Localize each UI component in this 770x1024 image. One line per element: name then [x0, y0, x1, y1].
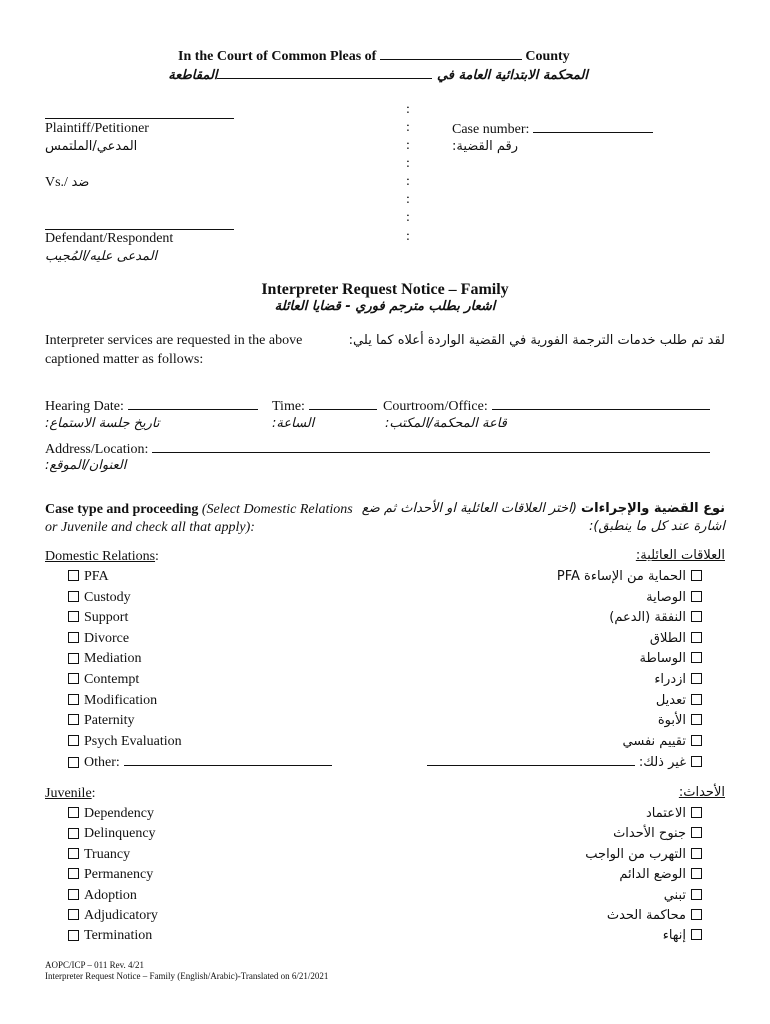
checkbox[interactable]: [68, 591, 79, 602]
item-label: Modification: [84, 692, 158, 708]
checkbox[interactable]: [68, 868, 79, 879]
vs-label: Vs./ ضد: [45, 175, 90, 190]
checkbox[interactable]: [68, 757, 79, 768]
address-field[interactable]: [152, 440, 710, 453]
item-label-ar: الوصاية: [646, 589, 686, 605]
domestic-item-ar[interactable]: [427, 753, 702, 772]
item-label-ar: التهرب من الواجب: [585, 846, 686, 862]
hearing-time-label-ar: الساعة:: [272, 416, 315, 431]
checkbox[interactable]: [691, 889, 702, 900]
item-label: Truancy: [84, 846, 131, 862]
checkbox[interactable]: [691, 673, 702, 684]
hearing-date-field[interactable]: [128, 397, 258, 410]
domestic-item-ar[interactable]: [623, 733, 702, 751]
plaintiff-line[interactable]: [45, 118, 234, 119]
form-number: AOPC/ICP – 011 Rev. 4/21: [45, 960, 145, 970]
checkbox[interactable]: [691, 909, 702, 920]
plaintiff-label-ar: المدعي/الملتمس: [45, 139, 138, 154]
checkbox[interactable]: [68, 828, 79, 839]
item-label-ar: الوضع الدائم: [619, 867, 686, 883]
domestic-item-ar[interactable]: [557, 568, 702, 586]
item-label: Contempt: [84, 672, 140, 687]
item-label-ar: ازدراء: [654, 672, 686, 687]
case-type-heading: Case type and proceeding (Select Domestic Relations: [45, 502, 353, 517]
juvenile-item-ar[interactable]: [585, 846, 702, 864]
county-blank[interactable]: [380, 47, 522, 60]
checkbox[interactable]: [68, 673, 79, 684]
domestic-item-ar[interactable]: [656, 692, 702, 710]
courtroom: Courtroom/Office:: [383, 397, 710, 416]
intro-line-2: captioned matter as follows:: [45, 352, 204, 367]
checkbox[interactable]: [691, 632, 702, 643]
court-title-ar: المحكمة الابتدائية العامة في المقاطعة: [168, 68, 588, 83]
colon-divider: :: [406, 192, 410, 207]
checkbox[interactable]: [691, 929, 702, 940]
item-label: Psych Evaluation: [84, 733, 182, 749]
colon-divider: :: [406, 156, 410, 171]
hearing-time: Time:: [272, 397, 377, 416]
colon-divider: :: [406, 229, 410, 244]
checkbox[interactable]: [68, 909, 79, 920]
checkbox[interactable]: [68, 735, 79, 746]
juvenile-item-ar[interactable]: [663, 927, 702, 945]
checkbox[interactable]: [691, 807, 702, 818]
domestic-item[interactable]: [68, 589, 131, 607]
item-label-ar: الأبوة: [657, 713, 686, 729]
defendant-label: Defendant/Respondent: [45, 231, 174, 246]
checkbox[interactable]: [691, 868, 702, 879]
juvenile-item-ar[interactable]: [607, 907, 702, 925]
checkbox[interactable]: [68, 930, 79, 941]
item-label: Termination: [84, 928, 153, 944]
colon-divider: :: [406, 138, 410, 153]
domestic-label: Domestic Relations:: [45, 549, 159, 564]
item-label: Dependency: [84, 806, 154, 821]
domestic-item-ar[interactable]: [609, 609, 702, 627]
domestic-label-ar: العلاقات العائلية:: [635, 548, 725, 563]
hearing-date-label-ar: تاريخ جلسة الاستماع:: [45, 416, 160, 431]
item-label: Adjudicatory: [84, 908, 158, 923]
item-label: PFA: [84, 569, 109, 584]
item-label-ar: إنهاء: [662, 928, 686, 944]
item-label-ar: الوساطة: [639, 651, 686, 667]
checkbox[interactable]: [691, 827, 702, 838]
checkbox[interactable]: [68, 807, 79, 818]
other-field[interactable]: [124, 753, 332, 766]
checkbox[interactable]: [68, 611, 79, 622]
juvenile-label-ar: الأحداث:: [678, 785, 725, 800]
case-number-field[interactable]: [533, 120, 653, 133]
juvenile-item[interactable]: [68, 927, 152, 945]
colon-divider: :: [406, 210, 410, 225]
colon-divider: :: [406, 174, 410, 189]
domestic-item[interactable]: [68, 671, 139, 689]
other-field-ar[interactable]: [427, 753, 635, 766]
checkbox[interactable]: [68, 570, 79, 581]
domestic-item[interactable]: [68, 568, 109, 586]
juvenile-label: Juvenile:: [45, 786, 96, 801]
item-label-ar: النفقة (الدعم): [609, 610, 686, 626]
domestic-item-ar[interactable]: [658, 712, 702, 730]
checkbox[interactable]: [691, 591, 702, 602]
hearing-time-field[interactable]: [309, 397, 377, 410]
juvenile-item-ar[interactable]: [619, 866, 702, 884]
juvenile-item[interactable]: [68, 846, 130, 864]
juvenile-item[interactable]: [68, 825, 156, 843]
checkbox[interactable]: [691, 611, 702, 622]
juvenile-item[interactable]: [68, 805, 154, 823]
court-title: In the Court of Common Pleas of County: [178, 49, 570, 64]
domestic-item[interactable]: [68, 609, 128, 627]
item-label-ar: الحماية من الإساءة PFA: [556, 569, 686, 584]
address: Address/Location:: [45, 440, 710, 459]
checkbox[interactable]: [68, 714, 79, 725]
item-label-ar: محاكمة الحدث: [606, 908, 686, 923]
checkbox[interactable]: [68, 889, 79, 900]
checkbox[interactable]: [691, 714, 702, 725]
checkbox[interactable]: [68, 653, 79, 664]
item-label: Other:: [84, 755, 120, 771]
page-title-ar: اشعار بطلب مترجم فوري - قضايا العائلة: [274, 299, 496, 314]
checkbox[interactable]: [68, 694, 79, 705]
item-label: Adoption: [84, 887, 137, 903]
item-label-ar: جنوح الأحداث: [613, 826, 686, 842]
intro-ar: لقد تم طلب خدمات الترجمة الفورية في القضية الواردة أعلاه كما يلي:: [348, 333, 725, 348]
checkbox[interactable]: [691, 848, 702, 859]
courtroom-label-ar: قاعة المحكمة/المكتب:: [385, 416, 507, 431]
case-number: Case number:: [452, 120, 653, 139]
hearing-date: Hearing Date:: [45, 397, 258, 416]
colon-divider: :: [406, 120, 410, 135]
checkbox[interactable]: [68, 848, 79, 859]
domestic-item[interactable]: [68, 712, 135, 730]
case-type-heading-2: or Juvenile and check all that apply):: [45, 520, 255, 535]
checkbox[interactable]: [691, 735, 702, 746]
item-label: Custody: [84, 589, 131, 605]
county-blank-ar[interactable]: [217, 66, 432, 79]
item-label: Delinquency: [84, 826, 156, 842]
juvenile-item-ar[interactable]: [664, 887, 702, 905]
domestic-item[interactable]: [68, 753, 332, 772]
page-title: Interpreter Request Notice – Family: [261, 281, 509, 298]
juvenile-item[interactable]: [68, 887, 137, 905]
form-description: Interpreter Request Notice – Family (English/Arabic)-Translated on 6/21/2021: [45, 971, 329, 981]
domestic-item[interactable]: [68, 630, 129, 648]
courtroom-field[interactable]: [492, 397, 710, 410]
item-label-ar: تعديل: [655, 692, 686, 708]
domestic-item[interactable]: [68, 692, 157, 710]
item-label-ar: غير ذلك:: [638, 755, 686, 771]
item-label: Paternity: [84, 713, 135, 729]
checkbox[interactable]: [691, 652, 702, 663]
item-label-ar: الاعتماد: [646, 806, 686, 821]
item-label-ar: الطلاق: [649, 630, 686, 646]
case-number-label-ar: رقم القضية:: [452, 139, 518, 154]
item-label: Divorce: [84, 630, 130, 646]
domestic-item[interactable]: [68, 733, 182, 751]
checkbox[interactable]: [691, 694, 702, 705]
juvenile-item[interactable]: [68, 907, 158, 925]
checkbox[interactable]: [691, 756, 702, 767]
domestic-item-ar[interactable]: [646, 589, 702, 607]
juvenile-item-ar[interactable]: [613, 825, 702, 843]
checkbox[interactable]: [68, 632, 79, 643]
address-label-ar: العنوان/الموقع:: [45, 458, 127, 473]
juvenile-item[interactable]: [68, 866, 153, 884]
juvenile-item-ar[interactable]: [646, 805, 702, 823]
plaintiff-label: Plaintiff/Petitioner: [45, 121, 149, 136]
domestic-item-ar[interactable]: [640, 650, 702, 668]
item-label-ar: تقييم نفسي: [622, 733, 686, 749]
defendant-label-ar: المدعى عليه/المُجيب: [45, 249, 158, 264]
case-type-heading-ar: نوع القضية والإجراءات (اختر العلاقات العائلية او الأحداث ثم ضع: [361, 501, 725, 516]
item-label: Permanency: [84, 867, 154, 883]
domestic-item[interactable]: [68, 650, 142, 668]
domestic-item-ar[interactable]: [654, 671, 702, 689]
case-type-heading-ar-2: اشارة عند كل ما ينطبق):: [589, 519, 725, 534]
domestic-item-ar[interactable]: [650, 630, 702, 648]
intro-line-1: Interpreter services are requested in the above: [45, 333, 303, 348]
checkbox[interactable]: [691, 570, 702, 581]
colon-divider: :: [406, 102, 410, 117]
item-label: Support: [84, 610, 129, 626]
item-label: Mediation: [84, 651, 142, 667]
item-label-ar: تبني: [663, 887, 686, 903]
